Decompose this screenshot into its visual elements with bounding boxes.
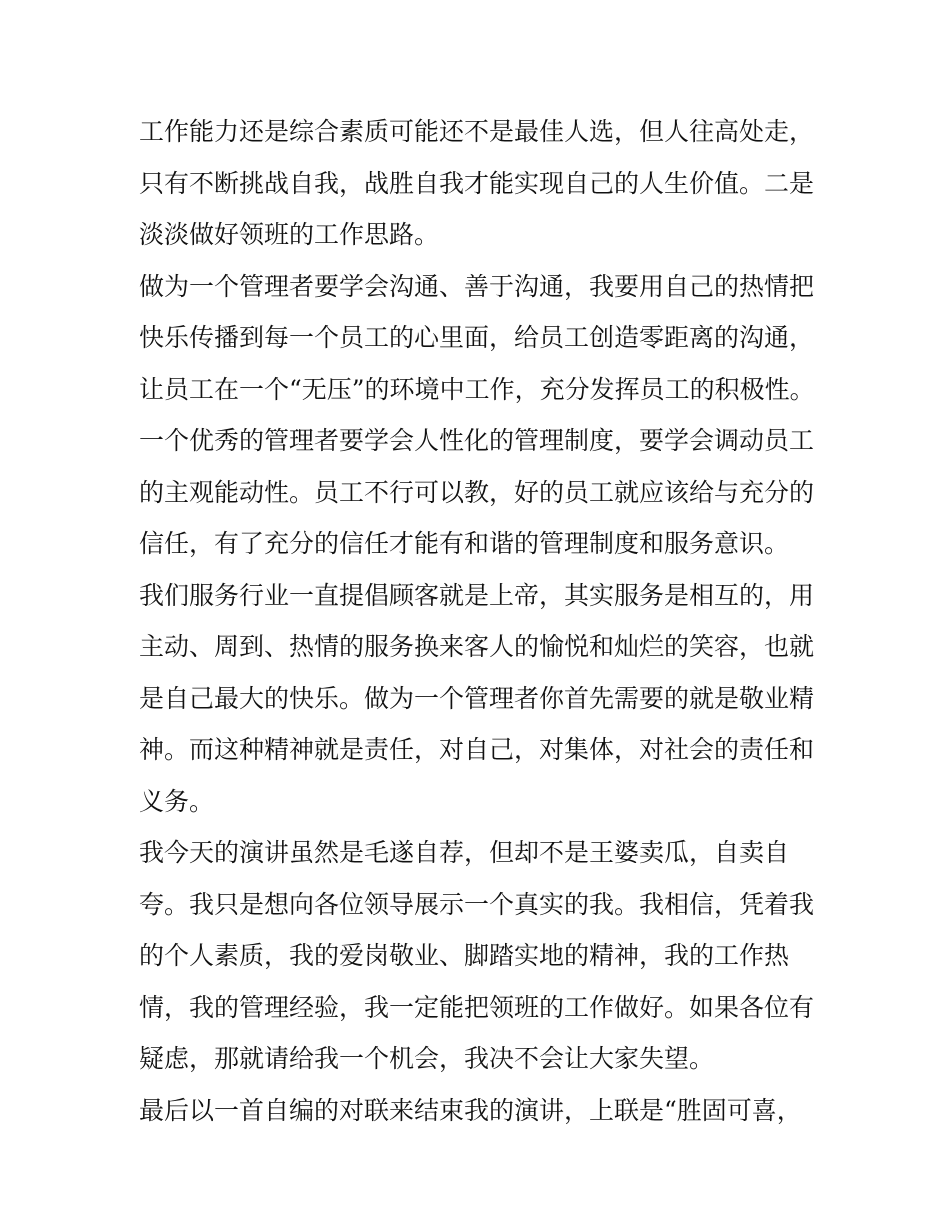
text-line: 主动、周到、热情的服务换来客人的愉悦和灿烂的笑容，也就 <box>139 632 815 661</box>
text-line: 神。而这种精神就是责任，对自己，对集体，对社会的责任和 <box>139 735 815 764</box>
text-line: 疑虑，那就请给我一个机会，我决不会让大家失望。 <box>139 1044 715 1073</box>
text-line: 夸。我只是想向各位领导展示一个真实的我。我相信，凭着我 <box>139 889 815 919</box>
text-line: 让员工在一个“无压”的环境中工作，充分发挥员工的积极性。 <box>139 374 815 404</box>
text-line: 信任，有了充分的信任才能有和谐的管理制度和服务意识。 <box>139 529 790 558</box>
text-line: 一个优秀的管理者要学会人性化的管理制度，要学会调动员工 <box>139 426 815 455</box>
text-line: 最后以一首自编的对联来结束我的演讲，上联是“胜固可喜， <box>139 1095 802 1125</box>
text-line: 淡淡做好领班的工作思路。 <box>139 220 440 249</box>
text-line: 工作能力还是综合素质可能还不是最佳人选，但人往高处走， <box>139 117 815 146</box>
text-line: 我们服务行业一直提倡顾客就是上帝，其实服务是相互的，用 <box>139 580 815 610</box>
text-line: 快乐传播到每一个员工的心里面，给员工创造零距离的沟通， <box>139 323 815 352</box>
text-line: 情，我的管理经验，我一定能把领班的工作做好。如果各位有 <box>139 992 815 1022</box>
text-line: 只有不断挑战自我，战胜自我才能实现自己的人生价值。二是 <box>139 168 815 198</box>
text-line: 义务。 <box>139 786 215 816</box>
text-line: 的主观能动性。员工不行可以教，好的员工就应该给与充分的 <box>139 477 815 507</box>
body-text <box>139 106 819 1136</box>
text-line: 我今天的演讲虽然是毛遂自荐，但却不是王婆卖瓜，自卖自 <box>139 838 790 867</box>
text-line: 的个人素质，我的爱岗敬业、脚踏实地的精神，我的工作热 <box>139 941 790 970</box>
text-line: 是自己最大的快乐。做为一个管理者你首先需要的就是敬业精 <box>139 683 815 713</box>
text-line: 做为一个管理者要学会沟通、善于沟通，我要用自己的热情把 <box>139 271 815 301</box>
